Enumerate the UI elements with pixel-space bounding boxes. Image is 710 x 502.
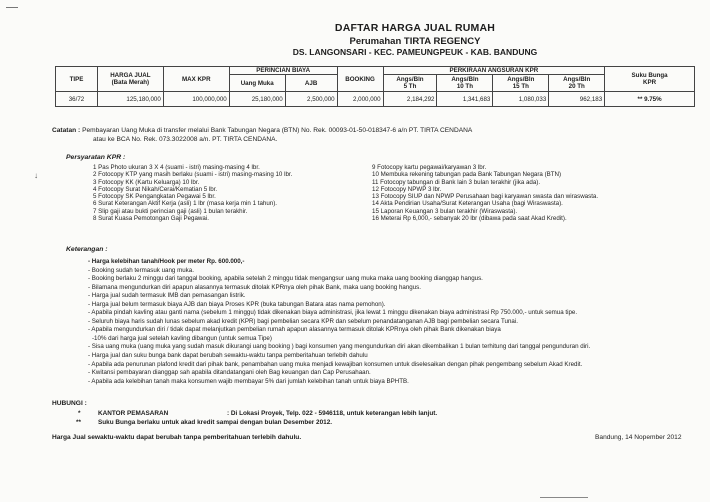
cell-uang-muka: 25,180,000 [229,92,285,107]
table-group-header-row [56,67,695,75]
header-perincian-biaya: PERINCIAN BIAYA [229,67,337,75]
list-item: 14 Akta Pendirian Usaha/Surat Keterangan Usaha (bagi Wiraswasta). [372,200,563,208]
hubungi-mark-2: ** [76,419,81,426]
list-item: - Seluruh biaya haris sudah lunas sebelum akad kredit (KPR) bagi pembelian secara KPR dan sebelum penandatanganan AJB bagi pembelian secara Tunai. [88,317,518,325]
list-item: - Sisa uang muka (uang muka yang sudah masuk dikurangi uang booking ) bagi konsumen yang mengundurkan diri akan dikembalikan 1 bulan terhitung dari tanggal pengunduran diri. [88,343,591,351]
list-item: 11 Fotocopy tabungan di Bank lain 3 bulan terakhir (jika ada). [372,178,541,186]
header-angs-10th-l2: 10 Th [456,83,473,91]
header-harga-jual [97,67,163,92]
list-item: - Harga jual belum termasuk biaya AJB dan biaya Proses KPR (buka tabungan Batara atas nama pemohon). [88,300,386,308]
header-uang-muka: Uang Muka [229,75,285,92]
list-item: - Harga jual sudah termasuk IMB dan pemasangan listrik. [88,292,246,300]
header-angs-15th [493,75,549,92]
table-row [56,92,695,107]
price-table [55,66,695,107]
header-booking: BOOKING [337,67,383,92]
cell-harga-jual: 125,180,000 [97,92,163,107]
list-item: - Harga kelebihan tanah/Hook per meter Rp. 600.000,- [88,258,245,265]
cell-angs-15th: 1,080,033 [493,92,549,107]
keterangan-heading: Keterangan : [66,246,108,253]
list-item: - Booking sudah termasuk uang muka. [88,266,194,274]
list-item: - Booking berlaku 2 minggu dari tanggal booking, apabila setelah 2 minggu tidak mengangsur uang muka maka uang booking dianggap hangus. [88,275,483,283]
hubungi-heading: HUBUNGI : [52,400,87,407]
list-item: 10 Membuka rekening tabungan pada Bank Tabungan Negara (BTN) [372,171,562,179]
header-angs-20th [549,75,605,92]
list-item: 3 Fotocopy KK (Kartu Keluarga) 10 lbr. [93,178,200,186]
header-angs-15th-l1: Angs/Bln [507,76,535,83]
header-angs-20th-l1: Angs/Bln [563,76,591,83]
scan-mark [6,7,18,8]
persyaratan-left-list [93,164,292,222]
header-angs-5th-l2: 5 Th [403,83,417,91]
document-title: DAFTAR HARGA JUAL RUMAH [334,22,496,34]
cell-angs-10th: 1,341,683 [437,92,493,107]
document-location: DS. LANGONSARI - KEC. PAMEUNGPEUK - KAB. BANDUNG [292,47,538,57]
list-item: - Apabila ada penurunan plafond kredit dari pihak bank, penambahan uang muka menjadi kewajiban konsumen untuk diselesaikan dengan pihak pengembang sebelum Akad Kredit. [88,360,583,368]
footer-date: Bandung, 14 Nopember 2012 [595,434,682,441]
list-item: - Bilamana mengundurkan diri apapun alasannya termasuk ditolak KPRnya oleh pihak Bank, maka uang booking hangus. [88,283,421,291]
list-item: 16 Meterai Rp 6,000,- sebanyak 20 lbr (dibawa pada saat Akad Kredit). [372,215,567,223]
list-item: - Apabila mengundurkan diri / tidak dapat melanjutkan pembelian rumah apapun alasannya termasuk ditolak KPRnya oleh pihak Bank dikenakan biaya [88,326,501,334]
header-max-kpr: MAX KPR [163,67,229,92]
header-angs-20th-l2: 20 Th [568,83,585,91]
list-item: - Kwitansi pembayaran dianggap sah apabila ditandatangani oleh Bag keuangan dan Cap Perusahaan. [88,369,371,377]
kantor-pemasaran-label: KANTOR PEMASARAN [98,410,169,417]
list-item: 8 Surat Kuasa Pemotongan Gaji Pegawai. [93,215,209,223]
list-item: - Apabila pindah kavling atau ganti nama (sebelum 1 minggu) tidak dikenakan biaya administrasi, jika lewat 1 minggu dikenakan biaya administrasi Rp 750.000,- untuk semua tipe. [88,309,578,317]
kantor-pemasaran-value: : Di Lokasi Proyek, Telp. 022 - 5946118, untuk keterangan lebih lanjut. [227,410,438,417]
cell-booking: 2,000,000 [337,92,383,107]
header-angs-15th-l2: 15 Th [512,83,529,91]
cell-angs-20th: 962,183 [549,92,605,107]
list-item: 12 Fotocopy NPWP 3 lbr. [372,185,442,193]
header-harga-jual-label: HARGA JUAL [110,71,151,79]
catatan-line-1: Pembayaran Uang Muka di transfer melalui Bank Tabungan Negara (BTN) No. Rek. 00093-01-50-018347-6 a/n PT. TIRTA CENDANA [82,127,473,134]
header-angs-5th [383,75,437,92]
list-item: - Harga jual dan suku bunga bank dapat berubah sewaktu-waktu tanpa pemberitahuan terlebih dahulu [88,352,368,360]
catatan-block [52,126,472,144]
list-item: 7 Slip gaji atau bukti perincian gaji (asli) 1 bulan terakhir. [93,207,248,215]
list-item: 1 Pas Photo ukuran 3 X 4 (suami - istri) masing-masing 4 lbr. [93,164,260,171]
header-angs-10th [437,75,493,92]
persyaratan-right-list [372,164,598,222]
hubungi-mark-1: * [78,410,81,417]
list-item: - Apabila ada kelebihan tanah maka konsumen wajib membayar 5% dari jumlah kelebihan tanah untuk biaya BPHTB. [88,377,409,385]
scan-mark-bottom [540,497,588,498]
cell-angs-5th: 2,184,292 [383,92,437,107]
cell-max-kpr: 100,000,000 [163,92,229,107]
header-suku-bunga-l1: Suku Bunga [631,71,668,79]
header-tipe: TIPE [56,67,98,92]
list-item: -10% dari harga jual setelah kavling dibangun (untuk semua Tipe) [92,334,272,342]
document-subtitle: Perumahan TIRTA REGENCY [349,36,481,47]
list-item: 9 Fotocopy kartu pegawai/karyawan 3 lbr. [372,164,487,171]
header-suku-bunga [605,67,695,92]
list-item: 5 Fotocopy SK Pengangkatan Pegawai 5 lbr. [93,193,216,201]
list-item: 13 Fotocopy SIUP dan NPWP Perusahaan bagi karyawan swasta dan wiraswasta. [372,193,599,201]
list-item: 4 Fotocopy Surat Nikah/Cerai/Kematian 5 lbr. [93,185,218,193]
suku-bunga-note: Suku Bunga berlaku untuk akad kredit sampai dengan bulan Desember 2012. [98,419,333,426]
cell-ajb: 2,500,000 [285,92,337,107]
header-suku-bunga-l2: KPR [643,79,657,87]
catatan-label: Catatan : [52,127,81,134]
footer-note: Harga Jual sewaktu-waktu dapat berubah tanpa pemberitahuan terlebih dahulu. [52,434,302,441]
header-ajb: AJB [285,75,337,92]
header-angs-10th-l1: Angs/Bln [451,76,479,83]
list-item: 6 Surat Keterangan Aktif Kerja (asli) 1 lbr (masa kerja min 1 tahun). [93,200,277,208]
header-harga-jual-sub: (Bata Merah) [111,79,150,87]
keterangan-list [88,258,703,386]
margin-arrow-icon: ↓ [34,171,38,180]
header-angs-5th-l1: Angs/Bln [396,76,424,83]
catatan-line-2: atau ke BCA No. Rek. 073.3022008 a/n. PT. TIRTA CENDANA. [93,136,278,143]
list-item: 2 Fotocopy KTP yang masih berlaku (suami - istri) masing-masing 10 lbr. [93,171,293,179]
persyaratan-heading: Persyaratan KPR : [66,154,126,161]
cell-suku-bunga: ** 9.75% [605,92,695,107]
list-item: 15 Laporan Keuangan 3 bulan terakhir (Wiraswasta). [372,207,518,215]
cell-tipe: 36/72 [56,92,98,107]
header-perkiraan-angsuran: PERKIRAAN ANGSURAN KPR [383,67,605,75]
